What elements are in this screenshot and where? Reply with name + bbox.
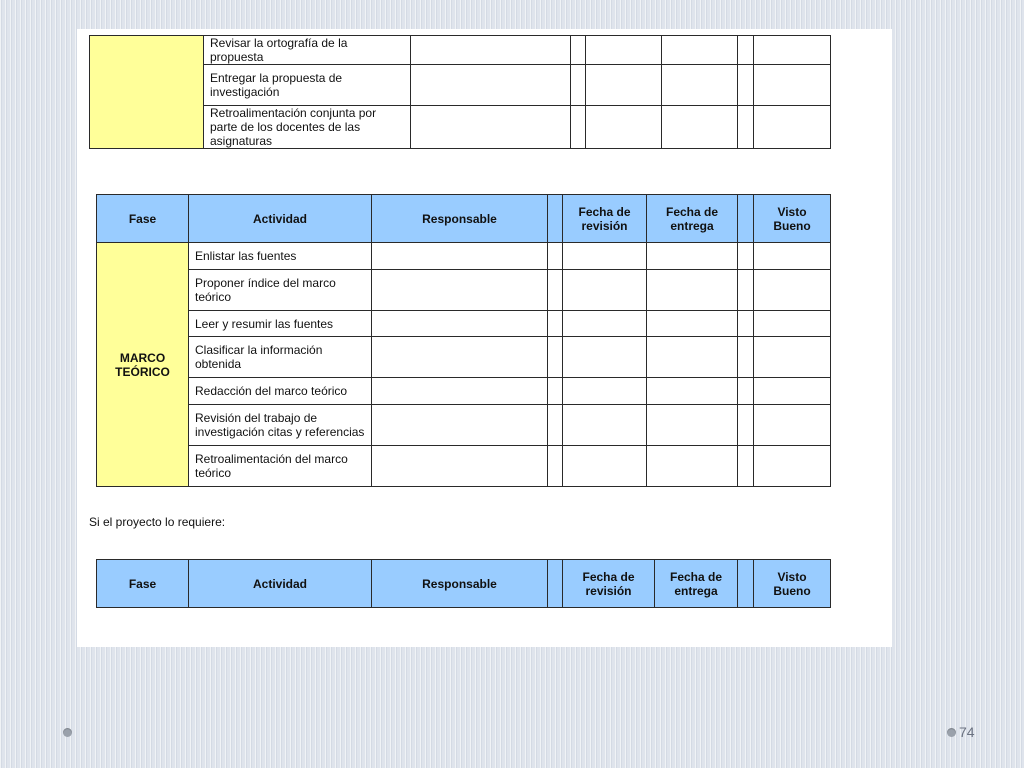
header-visto-bueno: Visto Bueno <box>754 560 831 608</box>
slide-number: 74 <box>959 724 975 740</box>
right-bullet-dot <box>947 728 956 737</box>
header-fecha-entrega: Fecha de entrega <box>655 560 738 608</box>
table-row <box>97 405 831 446</box>
header-fecha-revision: Fecha de revisión <box>563 195 647 243</box>
fecha-entrega-cell <box>662 36 738 65</box>
optional-note: Si el proyecto lo requiere: <box>89 515 226 529</box>
header-row <box>97 195 831 243</box>
header-visto-bueno: Visto Bueno <box>754 195 831 243</box>
header-fecha-revision: Fecha de revisión <box>563 560 655 608</box>
activity-cell: Revisar la ortografía de la propuesta <box>204 36 411 65</box>
table-row <box>90 36 831 65</box>
fecha-revision-cell <box>586 36 662 65</box>
activity-cell: Redacción del marco teórico <box>189 378 372 405</box>
header-fase: Fase <box>97 195 189 243</box>
table-row <box>97 311 831 337</box>
table-row <box>97 243 831 270</box>
header-actividad: Actividad <box>189 560 372 608</box>
marco-teorico-table <box>96 194 831 487</box>
activity-cell: Revisión del trabajo de investigación citas y referencias <box>189 405 372 446</box>
table-row <box>97 446 831 487</box>
table-row <box>97 337 831 378</box>
optional-phase-table <box>96 559 831 608</box>
visto-bueno-cell <box>754 36 831 65</box>
header-responsable: Responsable <box>372 560 548 608</box>
activity-cell: Retroalimentación conjunta por parte de los docentes de las asignaturas <box>204 106 411 149</box>
header-fecha-entrega: Fecha de entrega <box>647 195 738 243</box>
header-row <box>97 560 831 608</box>
responsable-cell <box>411 36 571 65</box>
header-actividad: Actividad <box>189 195 372 243</box>
top-table <box>89 35 831 149</box>
activity-cell: Leer y resumir las fuentes <box>189 311 372 337</box>
header-fase: Fase <box>97 560 189 608</box>
activity-cell: Clasificar la información obtenida <box>189 337 372 378</box>
activity-cell: Proponer índice del marco teórico <box>189 270 372 311</box>
phase-cell <box>90 36 204 149</box>
phase-label: MARCO TEÓRICO <box>97 243 189 487</box>
activity-cell: Enlistar las fuentes <box>189 243 372 270</box>
table-row <box>97 270 831 311</box>
left-bullet-dot <box>63 728 72 737</box>
table-row <box>97 378 831 405</box>
header-responsable: Responsable <box>372 195 548 243</box>
activity-cell: Retroalimentación del marco teórico <box>189 446 372 487</box>
activity-cell: Entregar la propuesta de investigación <box>204 65 411 106</box>
